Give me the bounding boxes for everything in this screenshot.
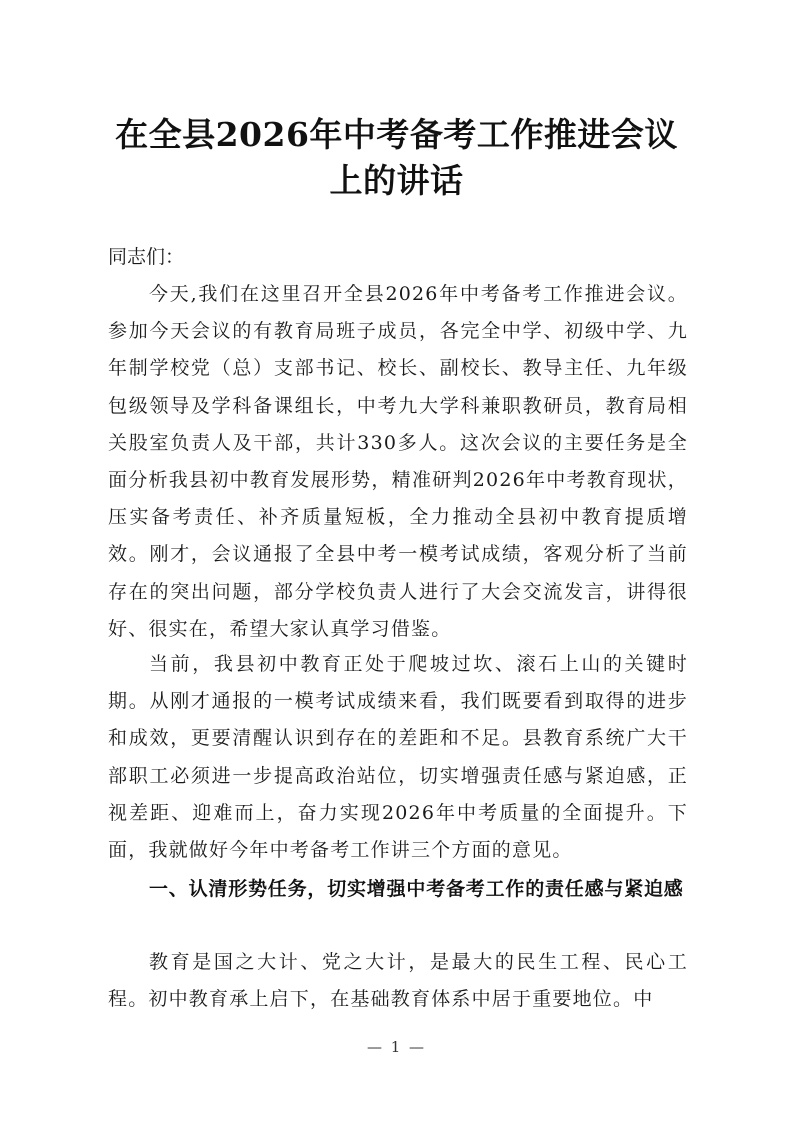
document-title: 在全县2026年中考备考工作推进会议上的讲话 [115, 115, 678, 200]
paragraph-current-situation: 当前，我县初中教育正处于爬坡过坎、滚石上山的关键时期。从刚才通报的一模考试成绩来看，我们既要看到取得的进步和成效，更要清醒认识到存在的差距和不足。县教育系统广大干部职工必须进一步提高政治站位，切实增强责任感与紧迫感，正视差距、迎难而上，奋力实现2026年中考质量的全面提升。下面，我就做好今年中考备考工作讲三个方面的意见。 [108, 653, 688, 862]
section-heading: 一、认清形势任务，切实增强中考备考工作的责任感与紧迫感 [149, 878, 684, 900]
page-number: — 1 — [366, 1038, 427, 1056]
paragraph-opening: 今天,我们在这里召开全县2026年中考备考工作推进会议。参加今天会议的有教育局班子成员，各完全中学、初级中学、九年制学校党（总）支部书记、校长、副校长、教导主任、九年级包级领导及学科备课组长，中考九大学科兼职教研员，教育局相关股室负责人及干部，共计330多人。这次会议的主要任务是全面分析我县初中教育发展形势，精准研判2026年中考教育现状，压实备考责任、补齐质量短板，全力推动全县初中教育提质增效。刚才，会议通报了全县中考一模考试成绩，客观分析了当前存在的突出问题，部分学校负责人进行了大会交流发言，讲得很好、很实在，希望大家认真学习借鉴。 [108, 283, 688, 640]
salutation: 同志们： [108, 246, 185, 268]
paragraph-section-one: 教育是国之大计、党之大计，是最大的民生工程、民心工程。初中教育承上启下，在基础教育体系中居于重要地位。中 [108, 951, 688, 1011]
